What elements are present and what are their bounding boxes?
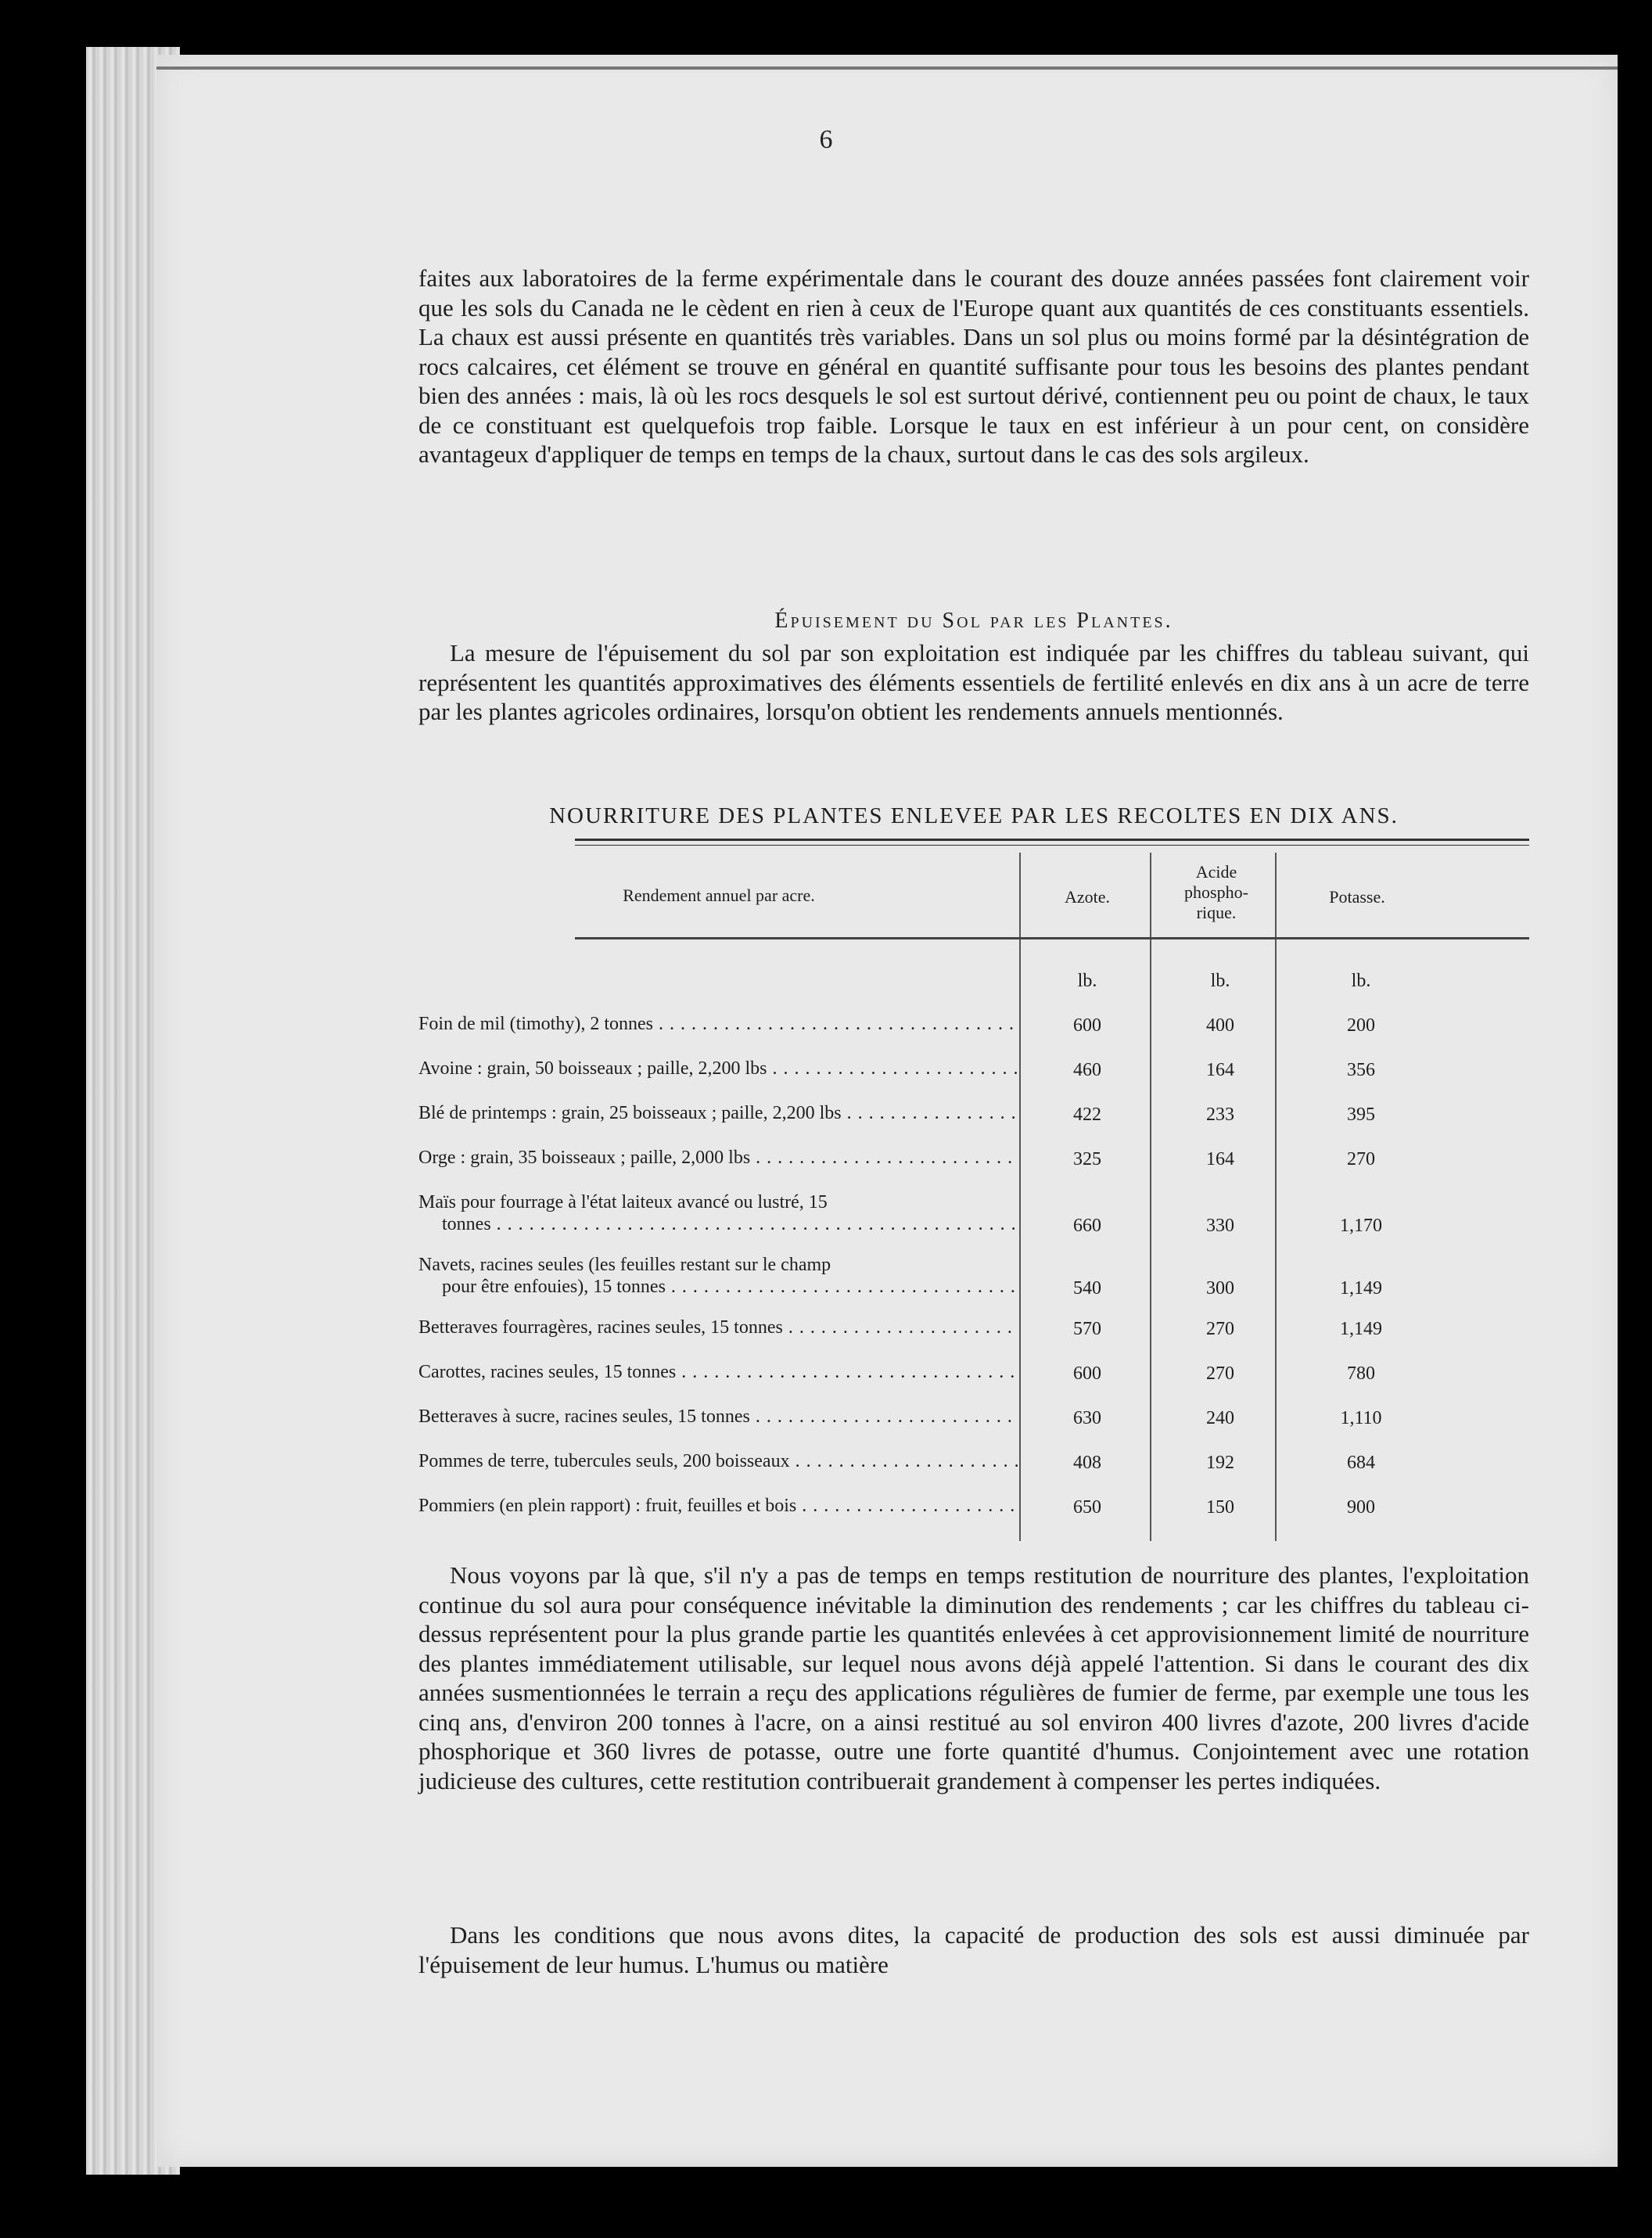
paragraph-4 (418, 1920, 1529, 1979)
row-description-line1: Maïs pour fourrage à l'état laiteux avancé ou lustré, 15 (418, 1192, 828, 1212)
header-rendement: Rendement annuel par acre. (623, 886, 815, 905)
table-column-divider (1019, 853, 1021, 1541)
paragraph-1 (418, 264, 1529, 469)
table-title: NOURRITURE DES PLANTES ENLEVEE PAR LES RECOLTES EN DIX ANS. (549, 803, 1399, 828)
cell-azote: 660 (1073, 1216, 1101, 1236)
row-description-line1: Betteraves fourragères, racines seules, 15 tonnes . . . (418, 1317, 1019, 1338)
paragraph-3-text: Nous voyons par là que, s'il n'y a pas de temps en temps restitution de nourriture des plantes, l'exploitation continue du sol aura pour conséquence inévitable la diminution des rendements ; car les chiffres du tableau ci-dessus représentent pour la plus grande partie les quantités enlevées à cet approvisionnement limité de nourriture des plantes immédiatement utilisable, sur lequel nous avons déjà appelé l'attention. Si dans le courant des dix années susmentionnées le terrain a reçu des applications régulières de fumier de ferme, par exemple une tous les cinq ans, d'environ 200 tonnes à l'acre, on a ainsi restitué au sol environ 400 livres d'azote, 200 livres d'acide phosphorique et 360 livres de potasse, outre une forte quantité d'humus. Conjointement avec une rotation judicieuse des cultures, cette restitution contribuerait grandement à compenser les pertes indiquées. (418, 1561, 1529, 1794)
row-description (418, 1102, 1019, 1124)
cell-potasse: 1,149 (1340, 1319, 1382, 1339)
header-azote: Azote. (1064, 887, 1111, 907)
cell-potasse: 395 (1347, 1105, 1375, 1125)
header-acide-line2: phospho- (1184, 882, 1248, 902)
unit-azote: lb. (1077, 971, 1097, 991)
cell-potasse: 780 (1347, 1363, 1375, 1384)
crop-nutrient-table (418, 853, 1529, 1541)
row-description-line1: Pommes de terre, tubercules seuls, 200 boisseaux . . . (418, 1451, 1019, 1471)
cell-azote: 325 (1073, 1149, 1101, 1169)
cell-acide: 192 (1206, 1453, 1234, 1473)
cell-acide: 164 (1206, 1060, 1234, 1080)
row-description-line1: Foin de mil (timothy), 2 tonnes . . . (418, 1014, 1019, 1034)
row-description-line1: Orge : grain, 35 boisseaux ; paille, 2,000 lbs . . . (418, 1148, 1019, 1168)
row-description-line2: tonnes . . . (418, 1213, 1019, 1235)
row-description (418, 1254, 1019, 1298)
row-description-line1: Carottes, racines seules, 15 tonnes . . . (418, 1362, 1019, 1382)
cell-azote: 460 (1073, 1060, 1101, 1080)
cell-acide: 164 (1206, 1149, 1234, 1169)
cell-potasse: 1,110 (1340, 1408, 1382, 1428)
cell-acide: 233 (1206, 1105, 1234, 1125)
cell-azote: 650 (1073, 1497, 1101, 1518)
header-bottom-rule (575, 937, 1529, 939)
row-description-line1: Betteraves à sucre, racines seules, 15 tonnes . . . (418, 1406, 1019, 1427)
page-top-rule (156, 66, 1618, 70)
row-description (418, 1191, 1019, 1235)
unit-acide: lb. (1210, 971, 1230, 991)
row-description-line1: Navets, racines seules (les feuilles restant sur le champ (418, 1255, 831, 1275)
cell-azote: 570 (1073, 1319, 1101, 1339)
cell-acide: 270 (1206, 1363, 1234, 1384)
table-top-rule-thin (575, 845, 1529, 846)
paragraph-2-text: La mesure de l'épuisement du sol par son exploitation est indiquée par les chiffres du tableau suivant, qui représentent les quantités approximatives des éléments essentiels de fertilité enlevés en dix ans à un acre de terre par les plantes agricoles ordinaires, lorsqu'on obtient les rendements annuels mentionnés. (418, 639, 1529, 725)
header-acide-line3: rique. (1196, 903, 1237, 922)
row-description-line1: Avoine : grain, 50 boisseaux ; paille, 2,200 lbs . . . (418, 1058, 1019, 1079)
row-description (418, 1450, 1019, 1472)
header-potasse: Potasse. (1329, 887, 1385, 907)
cell-potasse: 270 (1347, 1149, 1375, 1169)
cell-potasse: 900 (1347, 1497, 1375, 1518)
cell-potasse: 1,149 (1340, 1278, 1382, 1299)
row-description-line1: Pommiers (en plein rapport) : fruit, feuilles et bois . . . (418, 1496, 1019, 1516)
cell-azote: 630 (1073, 1408, 1101, 1428)
section-heading: Épuisement du Sol par les Plantes. (774, 609, 1173, 633)
row-description-line2: pour être enfouies), 15 tonnes . . . (418, 1276, 1019, 1298)
row-description (418, 1058, 1019, 1079)
paragraph-1-text: faites aux laboratoires de la ferme expérimentale dans le courant des douze années passées font clairement voir que les sols du Canada ne le cèdent en rien à ceux de l'Europe quant aux quantités de ces constituants essentiels. La chaux est aussi présente en quantités très variables. Dans un sol plus ou moins formé par la désintégration de rocs calcaires, cet élément se trouve en général en quantité suffisante pour tous les besoins des plantes pendant bien des années : mais, là où les rocs desquels le sol est surtout dérivé, contiennent peu ou point de chaux, le taux de ce constituant est quelquefois trop faible. Lorsque le taux en est inférieur à un pour cent, on considère avantageux d'appliquer de temps en temps de la chaux, surtout dans le cas des sols argileux. (418, 264, 1529, 468)
page-number: 6 (819, 125, 833, 154)
paragraph-4-text: Dans les conditions que nous avons dites, la capacité de production des sols est aussi diminuée par l'épuisement de leur humus. L'humus ou matière (418, 1921, 1529, 1978)
row-description (418, 1406, 1019, 1428)
cell-azote: 408 (1073, 1453, 1101, 1473)
cell-acide: 240 (1206, 1408, 1234, 1428)
cell-acide: 330 (1206, 1216, 1234, 1236)
row-description (418, 1495, 1019, 1517)
cell-acide: 150 (1206, 1497, 1234, 1518)
table-column-divider (1150, 853, 1151, 1541)
cell-acide: 400 (1206, 1015, 1234, 1036)
paragraph-2 (418, 638, 1529, 727)
table-column-divider (1275, 853, 1277, 1541)
cell-acide: 270 (1206, 1319, 1234, 1339)
paragraph-3 (418, 1561, 1529, 1795)
row-description (418, 1147, 1019, 1169)
cell-potasse: 200 (1347, 1015, 1375, 1036)
header-acide-line1: Acide (1195, 862, 1237, 882)
cell-azote: 600 (1073, 1015, 1101, 1036)
row-description-line1: Blé de printemps : grain, 25 boisseaux ; paille, 2,200 lbs . . . (418, 1103, 1019, 1123)
cell-acide: 300 (1206, 1278, 1234, 1299)
row-description (418, 1317, 1019, 1338)
cell-potasse: 1,170 (1340, 1216, 1382, 1236)
cell-azote: 600 (1073, 1363, 1101, 1384)
cell-potasse: 356 (1347, 1060, 1375, 1080)
table-top-rule (575, 839, 1529, 841)
header-acide (1158, 862, 1275, 923)
cell-azote: 422 (1073, 1105, 1101, 1125)
cell-potasse: 684 (1347, 1453, 1375, 1473)
row-description (418, 1361, 1019, 1383)
unit-potasse: lb. (1351, 971, 1371, 991)
row-description (418, 1013, 1019, 1035)
cell-azote: 540 (1073, 1278, 1101, 1299)
